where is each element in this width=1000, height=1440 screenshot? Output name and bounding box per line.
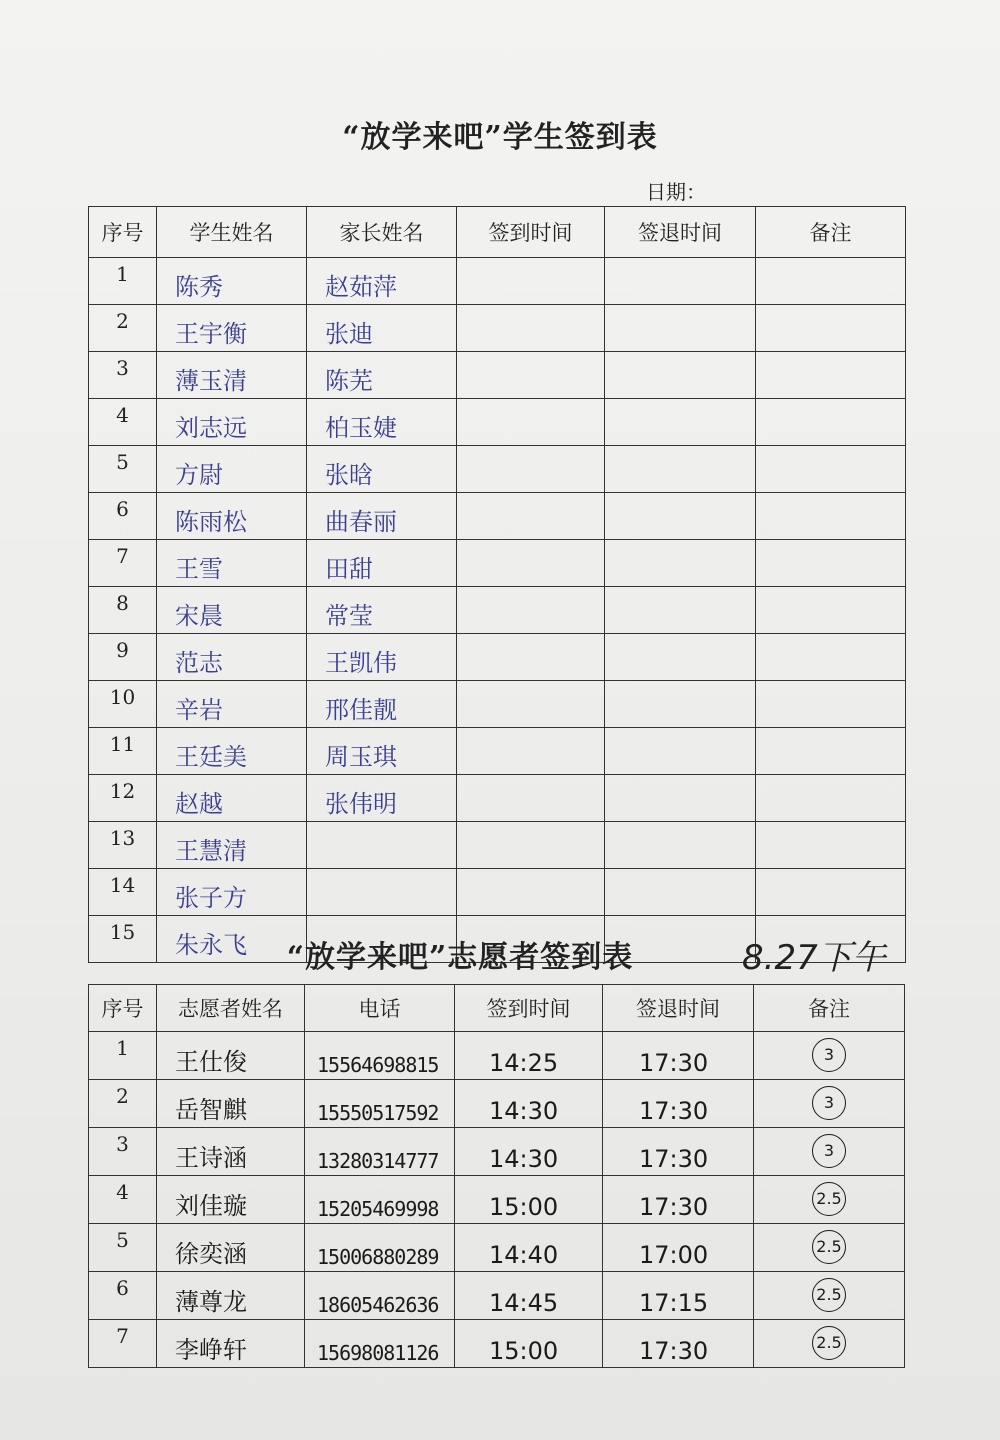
- remarks-cell: [754, 1320, 905, 1368]
- row-index: 5: [89, 1224, 157, 1272]
- header-sign-in-time: 签到时间: [455, 985, 603, 1032]
- sign-in-time-cell: 14:45: [455, 1272, 603, 1320]
- remarks-cell: [756, 540, 906, 587]
- table-row: [89, 869, 906, 916]
- sign-out-time-cell: 17:30: [603, 1032, 754, 1080]
- sign-out-time-cell: [605, 446, 756, 493]
- row-index: 3: [89, 1128, 157, 1176]
- sign-in-time-cell: [457, 775, 605, 822]
- table-row: [89, 1272, 905, 1320]
- header-sign-out-time: 签退时间: [603, 985, 754, 1032]
- parent-name-cell: [307, 869, 457, 916]
- volunteer-sign-in-table: [88, 984, 905, 1368]
- date-label: 日期：: [646, 180, 706, 204]
- sign-out-time-cell: [605, 258, 756, 305]
- row-index: 6: [89, 1272, 157, 1320]
- parent-name-cell: 张迪: [307, 305, 457, 352]
- sign-out-time-cell: [605, 822, 756, 869]
- remarks-cell: [756, 493, 906, 540]
- sign-out-time-cell: 17:30: [603, 1128, 754, 1176]
- table-row: [89, 1320, 905, 1368]
- remarks-cell: [754, 1176, 905, 1224]
- student-name-cell: 刘志远: [157, 399, 307, 446]
- parent-name-cell: 邢佳靓: [307, 681, 457, 728]
- table-row: [89, 446, 906, 493]
- sign-out-time-cell: 17:30: [603, 1320, 754, 1368]
- remarks-cell: [754, 1224, 905, 1272]
- volunteer-name-cell: 王仕俊: [157, 1032, 305, 1080]
- parent-name-cell: 赵茹萍: [307, 258, 457, 305]
- table-row: [89, 352, 906, 399]
- phone-cell: 13280314777: [305, 1128, 455, 1176]
- table-row: [89, 1080, 905, 1128]
- sign-out-time-cell: [605, 869, 756, 916]
- sign-in-time-cell: [457, 399, 605, 446]
- phone-cell: 15205469998: [305, 1176, 455, 1224]
- sign-out-time-cell: [605, 587, 756, 634]
- parent-name-cell: 王凯伟: [307, 634, 457, 681]
- header-phone: 电话: [305, 985, 455, 1032]
- sign-out-time-cell: [605, 681, 756, 728]
- sign-out-time-cell: [605, 634, 756, 681]
- sign-in-time-cell: [457, 822, 605, 869]
- sign-in-time-cell: [457, 258, 605, 305]
- remarks-cell: [756, 869, 906, 916]
- sign-in-time-cell: [457, 305, 605, 352]
- remarks-cell: [756, 399, 906, 446]
- volunteer-name-cell: 徐奕涵: [157, 1224, 305, 1272]
- header-index: 序号: [89, 985, 157, 1032]
- header-student-name: 学生姓名: [157, 207, 307, 258]
- table-row: [89, 587, 906, 634]
- sign-in-time-cell: [457, 352, 605, 399]
- sign-out-time-cell: 17:30: [603, 1080, 754, 1128]
- header-volunteer-name: 志愿者姓名: [157, 985, 305, 1032]
- sign-in-time-cell: [457, 540, 605, 587]
- row-index: 2: [89, 305, 157, 352]
- row-index: 11: [89, 728, 157, 775]
- row-index: 1: [89, 258, 157, 305]
- row-index: 14: [89, 869, 157, 916]
- parent-name-cell: 张伟明: [307, 775, 457, 822]
- parent-name-cell: 田甜: [307, 540, 457, 587]
- remarks-cell: [756, 634, 906, 681]
- row-index: 13: [89, 822, 157, 869]
- handwritten-date-note: 8.27下午: [742, 938, 886, 978]
- circled-hours-note: 3: [812, 1038, 846, 1072]
- parent-name-cell: 周玉琪: [307, 728, 457, 775]
- circled-hours-note: 2.5: [812, 1326, 846, 1360]
- header-remarks: 备注: [754, 985, 905, 1032]
- circled-hours-note: 2.5: [812, 1278, 846, 1312]
- table-row: [89, 258, 906, 305]
- phone-cell: 15698081126: [305, 1320, 455, 1368]
- header-index: 序号: [89, 207, 157, 258]
- sign-in-time-cell: [457, 446, 605, 493]
- sign-in-time-cell: 14:40: [455, 1224, 603, 1272]
- row-index: 12: [89, 775, 157, 822]
- table-row: [89, 822, 906, 869]
- row-index: 7: [89, 540, 157, 587]
- parent-name-cell: 陈芜: [307, 352, 457, 399]
- remarks-cell: [754, 1080, 905, 1128]
- row-index: 2: [89, 1080, 157, 1128]
- row-index: 6: [89, 493, 157, 540]
- sign-in-time-cell: [457, 681, 605, 728]
- remarks-cell: [756, 681, 906, 728]
- student-name-cell: 王慧清: [157, 822, 307, 869]
- sign-in-time-cell: [457, 728, 605, 775]
- phone-cell: 18605462636: [305, 1272, 455, 1320]
- row-index: 5: [89, 446, 157, 493]
- student-name-cell: 赵越: [157, 775, 307, 822]
- circled-hours-note: 3: [812, 1086, 846, 1120]
- remarks-cell: [754, 1272, 905, 1320]
- volunteer-name-cell: 岳智麒: [157, 1080, 305, 1128]
- sign-in-time-cell: 14:30: [455, 1080, 603, 1128]
- volunteer-name-cell: 王诗涵: [157, 1128, 305, 1176]
- circled-hours-note: 2.5: [812, 1182, 846, 1216]
- row-index: 4: [89, 1176, 157, 1224]
- remarks-cell: [754, 1128, 905, 1176]
- remarks-cell: [756, 305, 906, 352]
- table-row: [89, 399, 906, 446]
- student-name-cell: 宋晨: [157, 587, 307, 634]
- parent-name-cell: 张晗: [307, 446, 457, 493]
- student-name-cell: 王宇衡: [157, 305, 307, 352]
- remarks-cell: [756, 728, 906, 775]
- sign-out-time-cell: [605, 540, 756, 587]
- phone-cell: 15564698815: [305, 1032, 455, 1080]
- student-table-header: [89, 207, 906, 258]
- sign-out-time-cell: [605, 352, 756, 399]
- sign-in-time-cell: [457, 869, 605, 916]
- student-name-cell: 朱永飞: [157, 916, 307, 963]
- table-row: [89, 728, 906, 775]
- table-row: [89, 305, 906, 352]
- row-index: 7: [89, 1320, 157, 1368]
- sign-in-time-cell: [457, 493, 605, 540]
- remarks-cell: [756, 258, 906, 305]
- student-sheet-title: “放学来吧”学生签到表: [342, 120, 658, 155]
- student-name-cell: 方尉: [157, 446, 307, 493]
- volunteer-sheet-title: “放学来吧”志愿者签到表: [286, 940, 634, 975]
- table-row: [89, 1224, 905, 1272]
- remarks-cell: [756, 822, 906, 869]
- sign-out-time-cell: [605, 399, 756, 446]
- table-row: [89, 540, 906, 587]
- volunteer-table-header: [89, 985, 905, 1032]
- volunteer-name-cell: 李峥轩: [157, 1320, 305, 1368]
- student-name-cell: 王雪: [157, 540, 307, 587]
- sign-in-time-cell: [457, 587, 605, 634]
- row-index: 4: [89, 399, 157, 446]
- student-name-cell: 薄玉清: [157, 352, 307, 399]
- sign-out-time-cell: 17:00: [603, 1224, 754, 1272]
- row-index: 3: [89, 352, 157, 399]
- volunteer-name-cell: 薄尊龙: [157, 1272, 305, 1320]
- row-index: 15: [89, 916, 157, 963]
- student-name-cell: 范志: [157, 634, 307, 681]
- sign-in-time-cell: 15:00: [455, 1176, 603, 1224]
- header-parent-name: 家长姓名: [307, 207, 457, 258]
- sign-out-time-cell: [605, 493, 756, 540]
- sign-out-time-cell: 17:30: [603, 1176, 754, 1224]
- remarks-cell: [754, 1032, 905, 1080]
- volunteer-name-cell: 刘佳璇: [157, 1176, 305, 1224]
- circled-hours-note: 3: [812, 1134, 846, 1168]
- phone-cell: 15006880289: [305, 1224, 455, 1272]
- remarks-cell: [756, 587, 906, 634]
- row-index: 8: [89, 587, 157, 634]
- sign-out-time-cell: 17:15: [603, 1272, 754, 1320]
- sign-out-time-cell: [605, 728, 756, 775]
- student-name-cell: 陈雨松: [157, 493, 307, 540]
- table-row: [89, 681, 906, 728]
- parent-name-cell: [307, 822, 457, 869]
- row-index: 9: [89, 634, 157, 681]
- phone-cell: 15550517592: [305, 1080, 455, 1128]
- parent-name-cell: 柏玉婕: [307, 399, 457, 446]
- remarks-cell: [756, 352, 906, 399]
- sign-in-time-cell: 15:00: [455, 1320, 603, 1368]
- parent-name-cell: 常莹: [307, 587, 457, 634]
- table-row: [89, 493, 906, 540]
- table-row: [89, 634, 906, 681]
- remarks-cell: [756, 775, 906, 822]
- remarks-cell: [756, 446, 906, 493]
- parent-name-cell: 曲春丽: [307, 493, 457, 540]
- student-name-cell: 张子方: [157, 869, 307, 916]
- circled-hours-note: 2.5: [812, 1230, 846, 1264]
- header-sign-in-time: 签到时间: [457, 207, 605, 258]
- student-sign-in-table: [88, 206, 906, 963]
- student-name-cell: 陈秀: [157, 258, 307, 305]
- sign-out-time-cell: [605, 305, 756, 352]
- row-index: 1: [89, 1032, 157, 1080]
- sign-in-time-cell: 14:25: [455, 1032, 603, 1080]
- sign-in-time-cell: 14:30: [455, 1128, 603, 1176]
- table-row: [89, 1032, 905, 1080]
- student-name-cell: 辛岩: [157, 681, 307, 728]
- student-name-cell: 王廷美: [157, 728, 307, 775]
- table-row: [89, 775, 906, 822]
- header-sign-out-time: 签退时间: [605, 207, 756, 258]
- header-remarks: 备注: [756, 207, 906, 258]
- table-row: [89, 1176, 905, 1224]
- sign-in-time-cell: [457, 634, 605, 681]
- table-row: [89, 1128, 905, 1176]
- row-index: 10: [89, 681, 157, 728]
- sign-out-time-cell: [605, 775, 756, 822]
